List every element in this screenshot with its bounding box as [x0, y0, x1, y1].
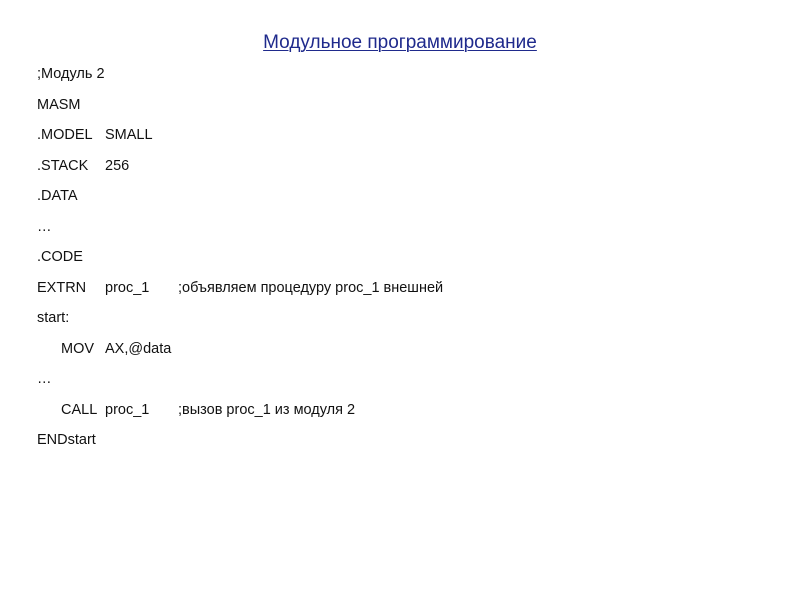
code-token: .CODE	[37, 249, 83, 265]
code-token: …	[37, 371, 52, 387]
slide-title: Модульное программирование	[263, 32, 537, 53]
code-token: .MODEL	[37, 127, 93, 143]
code-operand: AX,@data	[105, 340, 172, 357]
code-token: .STACK	[37, 157, 89, 174]
code-token: ENDstart	[37, 432, 96, 448]
code-token: MOV	[61, 340, 95, 357]
code-operand: proc_1	[105, 401, 150, 418]
code-label: start:	[37, 310, 70, 326]
code-line	[37, 152, 777, 183]
code-comment: ;вызов proc_1 из модуля 2	[178, 401, 356, 418]
code-line	[37, 121, 777, 152]
code-listing	[37, 60, 777, 457]
code-line	[37, 274, 777, 305]
code-line	[37, 213, 777, 244]
code-line	[37, 60, 777, 91]
code-token: ;Модуль 2	[37, 66, 105, 82]
code-token: …	[37, 218, 52, 235]
code-token: EXTRN	[37, 279, 87, 296]
code-line	[37, 335, 777, 366]
code-operand: SMALL	[105, 127, 153, 143]
code-line	[37, 426, 777, 457]
code-operand: proc_1	[105, 279, 150, 296]
code-token: CALL	[61, 401, 98, 418]
code-line	[37, 91, 777, 122]
code-token: MASM	[37, 96, 81, 113]
code-line	[37, 396, 777, 427]
code-line	[37, 243, 777, 274]
code-comment: ;объявляем процедуру proc_1 внешней	[178, 279, 444, 296]
code-operand: 256	[105, 157, 130, 174]
code-line	[37, 182, 777, 213]
code-line	[37, 365, 777, 396]
code-token: .DATA	[37, 188, 78, 204]
code-line	[37, 304, 777, 335]
